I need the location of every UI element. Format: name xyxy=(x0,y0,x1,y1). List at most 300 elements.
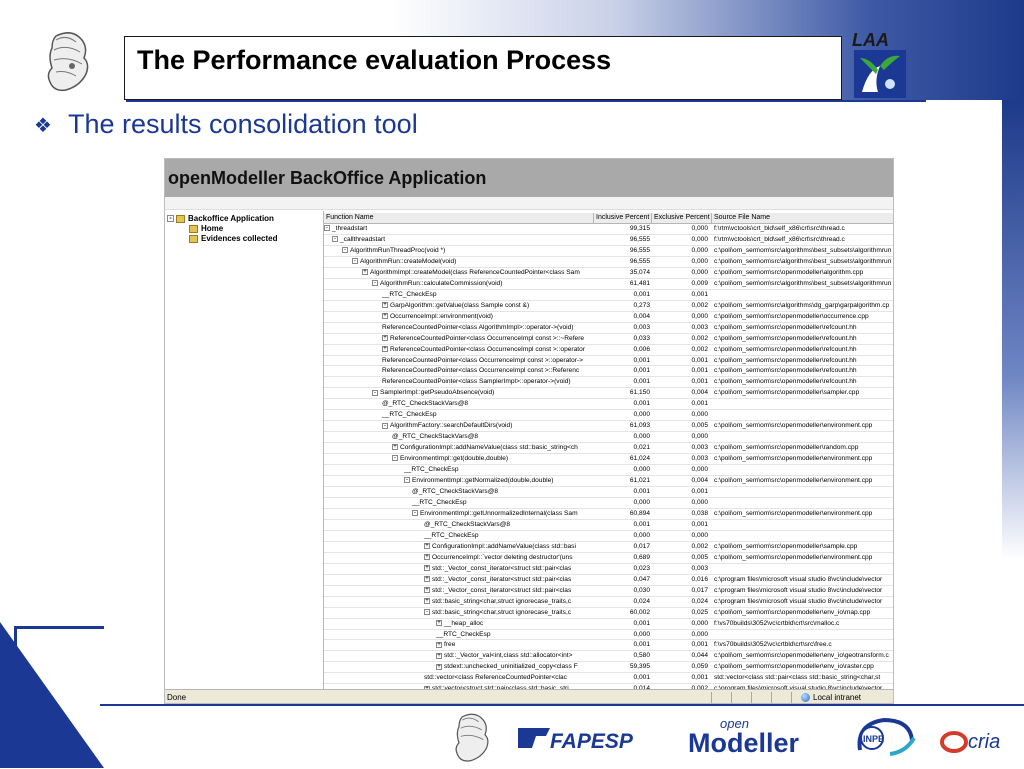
function-name: AlgorithmFactory::searchDefaultDirs(void) xyxy=(390,422,513,430)
source-file-cell: f:\vs70builds\3052\vc\crtbld\crt\src\free.c xyxy=(714,641,832,649)
slide-subtitle: The results consolidation tool xyxy=(68,109,418,139)
inclusive-percent-cell: 0,273 xyxy=(633,301,650,309)
source-file-cell: c:\poli\om_sem\om\src\openmodeller\refcount.hh xyxy=(714,378,857,386)
function-name: SamplerImpl::getPseudoAbsence(void) xyxy=(380,389,495,397)
source-file-cell: c:\poli\om_sem\om\src\openmodeller\refcount.hh xyxy=(714,356,857,364)
collapse-icon[interactable]: - xyxy=(344,247,346,254)
function-name-cell xyxy=(324,421,594,431)
table-row[interactable] xyxy=(324,662,894,673)
table-row[interactable] xyxy=(324,312,894,323)
source-file-cell: c:\program files\microsoft visual studio 8\vc\include\vector xyxy=(714,575,883,583)
function-name: __RTC_CheckEsp xyxy=(424,531,479,539)
source-file-cell xyxy=(712,531,894,541)
table-row[interactable] xyxy=(324,246,894,257)
source-file-cell: c:\poli\om_sem\om\src\openmodeller\sample.cpp xyxy=(714,542,858,550)
function-name-cell xyxy=(324,366,594,376)
table-row[interactable] xyxy=(324,509,894,520)
inclusive-percent-cell: 35,074 xyxy=(629,268,650,276)
table-row[interactable] xyxy=(324,520,894,531)
status-divider xyxy=(711,692,712,703)
exclusive-percent-cell: 0,001 xyxy=(691,488,708,496)
function-name: std::basic_string<char,struct ignorecase_traits,c xyxy=(432,597,572,605)
collapse-icon[interactable]: - xyxy=(354,258,356,265)
table-row[interactable] xyxy=(324,542,894,553)
function-name-cell xyxy=(324,235,594,245)
source-file-cell xyxy=(712,410,894,420)
expand-icon[interactable]: + xyxy=(363,269,367,276)
app-screenshot xyxy=(164,158,894,704)
collapse-icon[interactable]: - xyxy=(384,422,386,429)
inclusive-percent-cell: 0,003 xyxy=(633,323,650,331)
slide-title: The Performance evaluation Process xyxy=(137,45,612,75)
source-file-cell xyxy=(712,465,894,475)
table-row[interactable] xyxy=(324,553,894,564)
exclusive-percent-cell: 0,000 xyxy=(691,411,708,419)
function-name-cell xyxy=(324,487,594,497)
source-file-cell: c:\poli\om_sem\om\src\openmodeller\algorithm.cpp xyxy=(714,268,864,276)
source-file-cell: c:\poli\om_sem\om\src\openmodeller\sampler.cpp xyxy=(714,389,860,397)
exclusive-percent-cell: 0,000 xyxy=(691,268,708,276)
function-name: AlgorithmRunThreadProc(void *) xyxy=(350,246,446,254)
source-file-cell: c:\poli\om_sem\om\src\openmodeller\random.cpp xyxy=(714,444,859,452)
function-name: OccurrenceImpl::`vector deleting destructor'(uns xyxy=(432,553,573,561)
app-title-bar xyxy=(165,159,894,197)
function-name-cell xyxy=(324,334,594,344)
function-name: GarpAlgorithm::getValue(class Sample const &) xyxy=(390,301,530,309)
inclusive-percent-cell: 59,395 xyxy=(629,663,650,671)
source-file-cell: std::vector<class std::pair<class std::basic_string<char,st xyxy=(714,674,881,682)
source-file-cell xyxy=(712,520,894,530)
inclusive-percent-cell: 0,000 xyxy=(633,466,650,474)
exclusive-percent-cell: 0,044 xyxy=(691,652,708,660)
function-name-cell xyxy=(324,662,594,672)
exclusive-percent-cell: 0,001 xyxy=(691,400,708,408)
inclusive-percent-cell: 61,021 xyxy=(629,477,650,485)
laa-logo xyxy=(850,26,912,102)
function-name-cell xyxy=(324,498,594,508)
expand-icon[interactable]: + xyxy=(425,597,429,604)
source-file-cell xyxy=(712,564,894,574)
table-row[interactable] xyxy=(324,465,894,476)
function-name: __RTC_CheckEsp xyxy=(412,499,467,506)
table-row[interactable] xyxy=(324,290,894,301)
function-name: __RTC_CheckEsp xyxy=(436,630,491,638)
status-bar xyxy=(165,689,894,704)
function-name: ConfigurationImpl::addNameValue(class std::basi xyxy=(432,542,576,550)
exclusive-percent-cell: 0,025 xyxy=(691,608,708,616)
table-row[interactable] xyxy=(324,619,894,630)
function-name-cell xyxy=(324,224,594,234)
exclusive-percent-cell: 0,059 xyxy=(691,663,708,671)
exclusive-percent-cell: 0,000 xyxy=(691,531,708,539)
exclusive-percent-cell: 0,000 xyxy=(691,466,708,474)
function-name-cell xyxy=(324,608,594,618)
expand-icon[interactable]: + xyxy=(425,565,429,571)
app-title: openModeller BackOffice Application xyxy=(168,168,487,188)
exclusive-percent-cell: 0,009 xyxy=(691,279,708,287)
function-name: free xyxy=(444,641,456,649)
table-row[interactable] xyxy=(324,608,894,619)
function-name-cell xyxy=(324,443,594,453)
exclusive-percent-cell: 0,038 xyxy=(691,509,708,517)
exclusive-percent-cell: 0,000 xyxy=(691,619,708,627)
exclusive-percent-cell: 0,000 xyxy=(691,433,708,441)
table-row[interactable] xyxy=(324,366,894,377)
exclusive-percent-cell: 0,000 xyxy=(691,225,708,232)
function-name-cell xyxy=(324,651,594,661)
function-name: AlgorithmRun::calculateCommission(void) xyxy=(380,279,503,287)
function-name: @_RTC_CheckStackVars@8 xyxy=(412,488,499,496)
table-row[interactable] xyxy=(324,235,894,246)
exclusive-percent-cell: 0,002 xyxy=(691,334,708,342)
exclusive-percent-cell: 0,000 xyxy=(691,235,708,243)
exclusive-percent-cell: 0,000 xyxy=(691,499,708,506)
inclusive-percent-cell: 0,001 xyxy=(633,674,650,682)
function-name-cell xyxy=(324,630,594,640)
function-name-cell xyxy=(324,410,594,420)
column-header-inclusive[interactable]: Inclusive Percent xyxy=(594,213,652,223)
function-name-cell xyxy=(324,290,594,300)
source-file-cell: f:\rtm\vctools\crt_bld\self_x86\crt\src\thread.c xyxy=(714,235,845,243)
function-name-cell xyxy=(324,640,594,650)
table-row[interactable] xyxy=(324,356,894,367)
tree-item-evidences[interactable] xyxy=(189,233,277,244)
expand-icon[interactable]: + xyxy=(383,312,387,319)
exclusive-percent-cell: 0,001 xyxy=(691,674,708,682)
collapse-icon[interactable]: - xyxy=(426,608,428,615)
inclusive-percent-cell: 61,150 xyxy=(629,389,650,397)
inclusive-percent-cell: 61,024 xyxy=(629,455,650,463)
source-file-cell: c:\poli\om_sem\om\src\openmodeller\environment.cpp xyxy=(714,509,873,517)
function-name-cell xyxy=(324,312,594,322)
expand-icon[interactable]: + xyxy=(425,586,429,593)
exclusive-percent-cell: 0,003 xyxy=(691,564,708,572)
exclusive-percent-cell: 0,001 xyxy=(691,378,708,386)
usp-helmet-logo xyxy=(42,30,94,94)
fapesp-logo xyxy=(516,726,666,757)
inclusive-percent-cell: 61,093 xyxy=(629,422,650,430)
table-row[interactable] xyxy=(324,586,894,597)
function-name: std::_Vector_val<int,class std::allocator<int> xyxy=(444,652,573,660)
collapse-icon[interactable]: - xyxy=(406,477,408,484)
source-file-cell: c:\poli\om_sem\om\src\openmodeller\refcount.hh xyxy=(714,323,857,331)
corner-frame xyxy=(14,626,104,768)
inclusive-percent-cell: 0,024 xyxy=(633,597,650,605)
table-row[interactable] xyxy=(324,443,894,454)
collapse-icon[interactable]: - xyxy=(374,280,376,287)
function-name-cell xyxy=(324,531,594,541)
function-name: OccurrenceImpl::environment(void) xyxy=(390,312,493,320)
table-row[interactable] xyxy=(324,410,894,421)
column-header-function[interactable]: Function Name xyxy=(324,213,594,223)
table-row[interactable] xyxy=(324,476,894,487)
expand-icon[interactable]: + xyxy=(425,554,429,561)
function-name: _threadstart xyxy=(332,225,368,232)
table-row[interactable] xyxy=(324,377,894,388)
function-name-cell xyxy=(324,465,594,475)
exclusive-percent-cell: 0,005 xyxy=(691,553,708,561)
inclusive-percent-cell: 61,481 xyxy=(629,279,650,287)
status-divider xyxy=(751,692,752,703)
table-row[interactable] xyxy=(324,673,894,684)
expand-icon[interactable]: + xyxy=(383,301,387,308)
inclusive-percent-cell: 0,001 xyxy=(633,356,650,364)
source-file-cell xyxy=(712,399,894,409)
page-icon xyxy=(189,225,198,233)
inclusive-percent-cell: 0,689 xyxy=(633,553,650,561)
bullet-icon: ❖ xyxy=(34,115,52,137)
inclusive-percent-cell: 60,894 xyxy=(629,509,650,517)
fapesp-wordmark: FAPESP xyxy=(550,730,633,752)
expand-icon[interactable]: + xyxy=(383,334,387,341)
function-name: AlgorithmRun::createModel(void) xyxy=(360,257,457,265)
footer-logos xyxy=(440,712,1024,766)
right-gradient-band xyxy=(1002,100,1024,560)
table-row[interactable] xyxy=(324,531,894,542)
tree-item-label: Home xyxy=(201,224,224,233)
collapse-icon[interactable]: - xyxy=(334,236,336,243)
function-name: EnvironmentImpl::getUnnormalizedInternal(class Sam xyxy=(420,509,578,517)
table-row[interactable] xyxy=(324,301,894,312)
function-name: AlgorithmImpl::createModel(class ReferenceCountedPointer<class Sam xyxy=(370,268,580,276)
inclusive-percent-cell: 0,017 xyxy=(633,542,650,550)
function-name: ReferenceCountedPointer<class OccurrenceImpl const >::~Refere xyxy=(390,334,585,342)
inclusive-percent-cell: 0,023 xyxy=(633,564,650,572)
table-row[interactable] xyxy=(324,597,894,608)
exclusive-percent-cell: 0,001 xyxy=(691,641,708,649)
function-name-cell xyxy=(324,454,594,464)
table-row[interactable] xyxy=(324,432,894,443)
title-underline xyxy=(126,100,926,102)
inclusive-percent-cell: 0,001 xyxy=(633,619,650,627)
source-file-cell: f:\vs70builds\3052\vc\crtbld\crt\src\malloc.c xyxy=(714,619,840,627)
collapse-icon[interactable]: - xyxy=(414,510,416,517)
function-name-cell xyxy=(324,597,594,607)
function-name: ReferenceCountedPointer<class OccurrenceImpl const >::operator-> xyxy=(382,356,584,364)
expand-icon[interactable]: + xyxy=(437,619,441,626)
function-name: __heap_alloc xyxy=(444,619,484,627)
table-row[interactable] xyxy=(324,388,894,399)
inpe-logo xyxy=(850,714,920,765)
expand-icon[interactable]: + xyxy=(393,444,397,451)
column-header-exclusive[interactable]: Exclusive Percent xyxy=(652,213,712,223)
status-text: Done xyxy=(167,693,187,702)
function-name: ReferenceCountedPointer<class OccurrenceImpl const >::operator xyxy=(390,345,585,353)
function-name-cell xyxy=(324,619,594,629)
svg-text:LAA: LAA xyxy=(852,30,889,50)
source-file-cell: c:\poli\om_sem\om\src\algorithms\best_subsets\algorithmrun xyxy=(714,246,892,254)
inclusive-percent-cell: 0,001 xyxy=(633,641,650,649)
exclusive-percent-cell: 0,003 xyxy=(691,455,708,463)
column-header-source[interactable]: Source File Name xyxy=(712,213,894,223)
exclusive-percent-cell: 0,000 xyxy=(691,312,708,320)
exclusive-percent-cell: 0,004 xyxy=(691,477,708,485)
expand-icon[interactable]: + xyxy=(437,641,441,648)
function-name-cell xyxy=(324,345,594,355)
function-name-cell xyxy=(324,586,594,596)
status-divider xyxy=(791,692,792,703)
inclusive-percent-cell: 0,047 xyxy=(633,575,650,583)
function-name: EnvironmentImpl::getNormalized(double,double) xyxy=(412,477,554,485)
exclusive-percent-cell: 0,000 xyxy=(691,630,708,638)
source-file-cell: c:\poli\om_sem\om\src\openmodeller\environment.cpp xyxy=(714,553,873,561)
table-row[interactable] xyxy=(324,345,894,356)
function-name: std::_Vector_const_iterator<struct std::pair<clas xyxy=(432,575,572,583)
table-row[interactable] xyxy=(324,498,894,509)
page-icon xyxy=(189,235,198,243)
table-row[interactable] xyxy=(324,224,894,235)
source-file-cell: c:\program files\microsoft visual studio 8\vc\include\vector xyxy=(714,597,883,605)
inclusive-percent-cell: 96,555 xyxy=(629,246,650,254)
inclusive-percent-cell: 0,021 xyxy=(633,444,650,452)
exclusive-percent-cell: 0,003 xyxy=(691,323,708,331)
profile-table xyxy=(323,211,894,689)
source-file-cell: c:\poli\om_sem\om\src\openmodeller\occurrence.cpp xyxy=(714,312,869,320)
inclusive-percent-cell: 0,580 xyxy=(633,652,650,660)
source-file-cell: f:\rtm\vctools\crt_bld\self_x86\crt\src\thread.c xyxy=(714,225,845,232)
cria-wordmark: cria xyxy=(968,731,1001,753)
inclusive-percent-cell: 96,555 xyxy=(629,257,650,265)
function-name: ReferenceCountedPointer<class OccurrenceImpl const >::Referenc xyxy=(382,367,580,375)
function-name-cell xyxy=(324,279,594,289)
table-row[interactable] xyxy=(324,399,894,410)
function-name-cell xyxy=(324,476,594,486)
function-name-cell xyxy=(324,246,594,256)
collapse-icon[interactable]: - xyxy=(394,455,396,462)
table-row[interactable] xyxy=(324,323,894,334)
source-file-cell xyxy=(712,630,894,640)
function-name-cell xyxy=(324,257,594,267)
inclusive-percent-cell: 0,000 xyxy=(633,433,650,441)
inclusive-percent-cell: 0,001 xyxy=(633,400,650,408)
table-row[interactable] xyxy=(324,334,894,345)
table-row[interactable] xyxy=(324,279,894,290)
source-file-cell xyxy=(712,487,894,497)
expand-icon[interactable]: + xyxy=(383,345,387,352)
source-file-cell xyxy=(712,290,894,300)
exclusive-percent-cell: 0,001 xyxy=(691,367,708,375)
tree-item-label: Evidences collected xyxy=(201,234,278,243)
collapse-icon[interactable]: - xyxy=(326,225,328,232)
inclusive-percent-cell: 60,002 xyxy=(629,608,650,616)
function-name-cell xyxy=(324,301,594,311)
table-row[interactable] xyxy=(324,630,894,641)
openmodeller-wordmark: Modeller xyxy=(688,728,800,756)
globe-icon xyxy=(801,693,810,702)
table-row[interactable] xyxy=(324,454,894,465)
function-name: __RTC_CheckEsp xyxy=(404,466,459,474)
table-row[interactable] xyxy=(324,575,894,586)
inclusive-percent-cell: 0,000 xyxy=(633,630,650,638)
table-header xyxy=(324,213,894,224)
table-row[interactable] xyxy=(324,421,894,432)
openmodeller-small: open xyxy=(720,716,749,731)
exclusive-percent-cell: 0,024 xyxy=(691,597,708,605)
source-file-cell: c:\poli\om_sem\om\src\algorithms\dg_garp\garpalgorithm.cp xyxy=(714,301,890,309)
inclusive-percent-cell: 0,001 xyxy=(633,520,650,528)
exclusive-percent-cell: 0,002 xyxy=(691,345,708,353)
function-name: ConfigurationImpl::addNameValue(class std::basic_string<ch xyxy=(400,444,578,452)
function-name-cell xyxy=(324,377,594,387)
expand-icon[interactable]: + xyxy=(425,575,429,582)
table-row[interactable] xyxy=(324,268,894,279)
source-file-cell: c:\poli\om_sem\om\src\openmodeller\refcount.hh xyxy=(714,367,857,375)
source-file-cell xyxy=(712,432,894,442)
inclusive-percent-cell: 0,001 xyxy=(633,290,650,298)
function-name-cell xyxy=(324,356,594,366)
inclusive-percent-cell: 0,000 xyxy=(633,499,650,506)
source-file-cell: c:\poli\om_sem\om\src\openmodeller\refcount.hh xyxy=(714,334,857,342)
function-name: ReferenceCountedPointer<class SamplerImpl>::operator->(void) xyxy=(382,378,571,386)
inclusive-percent-cell: 0,000 xyxy=(633,531,650,539)
function-name-cell xyxy=(324,673,594,683)
table-row[interactable] xyxy=(324,487,894,498)
inclusive-percent-cell: 0,000 xyxy=(633,411,650,419)
exclusive-percent-cell: 0,016 xyxy=(691,575,708,583)
exclusive-percent-cell: 0,004 xyxy=(691,389,708,397)
function-name: __RTC_CheckEsp xyxy=(382,411,437,419)
function-name-cell xyxy=(324,542,594,552)
function-name: @_RTC_CheckStackVars@8 xyxy=(382,400,469,408)
inclusive-percent-cell: 0,006 xyxy=(633,345,650,353)
source-file-cell: c:\poli\om_sem\om\src\openmodeller\env_io\raster.cpp xyxy=(714,663,874,671)
function-name: @_RTC_CheckStackVars@8 xyxy=(424,520,511,528)
exclusive-percent-cell: 0,001 xyxy=(691,356,708,364)
function-name-cell xyxy=(324,432,594,442)
collapse-icon[interactable]: - xyxy=(167,215,174,222)
source-file-cell: c:\poli\om_sem\om\src\openmodeller\env_io\geotransform.c xyxy=(714,652,889,660)
expand-icon[interactable]: + xyxy=(437,652,441,659)
function-name: @_RTC_CheckStackVars@8 xyxy=(392,433,479,441)
function-name: std::_Vector_const_iterator<struct std::pair<clas xyxy=(432,564,572,572)
table-row[interactable] xyxy=(324,257,894,268)
source-file-cell: c:\poli\om_sem\om\src\openmodeller\environment.cpp xyxy=(714,477,873,485)
function-name-cell xyxy=(324,323,594,333)
status-zone xyxy=(801,690,861,704)
openmodeller-logo xyxy=(686,716,826,761)
exclusive-percent-cell: 0,017 xyxy=(691,586,708,594)
cria-logo xyxy=(938,722,1024,761)
inclusive-percent-cell: 0,004 xyxy=(633,312,650,320)
table-row[interactable] xyxy=(324,640,894,651)
source-file-cell: c:\poli\om_sem\om\src\openmodeller\environment.cpp xyxy=(714,455,873,463)
function-name-cell xyxy=(324,520,594,530)
function-name-cell xyxy=(324,575,594,585)
source-file-cell: c:\poli\om_sem\om\src\openmodeller\env_io\map.cpp xyxy=(714,608,871,616)
function-name: stdext::unchecked_uninitialized_copy<class F xyxy=(444,663,578,671)
function-name: std::_Vector_const_iterator<struct std::pair<clas xyxy=(432,586,572,594)
expand-icon[interactable]: + xyxy=(437,663,441,670)
collapse-icon[interactable]: - xyxy=(374,389,376,396)
exclusive-percent-cell: 0,000 xyxy=(691,246,708,254)
exclusive-percent-cell: 0,005 xyxy=(691,422,708,430)
source-file-cell: c:\poli\om_sem\om\src\algorithms\best_subsets\algorithmrun xyxy=(714,257,892,265)
function-name-cell xyxy=(324,268,594,278)
function-name-cell xyxy=(324,564,594,574)
function-name-cell xyxy=(324,553,594,563)
inclusive-percent-cell: 96,555 xyxy=(629,235,650,243)
slide-title-box xyxy=(124,36,842,100)
table-row[interactable] xyxy=(324,564,894,575)
exclusive-percent-cell: 0,001 xyxy=(691,520,708,528)
function-name: std::vector<class ReferenceCountedPointer<clac xyxy=(424,674,567,682)
inclusive-percent-cell: 99,315 xyxy=(629,225,650,232)
exclusive-percent-cell: 0,002 xyxy=(691,301,708,309)
expand-icon[interactable]: + xyxy=(425,543,429,550)
inclusive-percent-cell: 0,001 xyxy=(633,378,650,386)
table-row[interactable] xyxy=(324,651,894,662)
exclusive-percent-cell: 0,000 xyxy=(691,257,708,265)
